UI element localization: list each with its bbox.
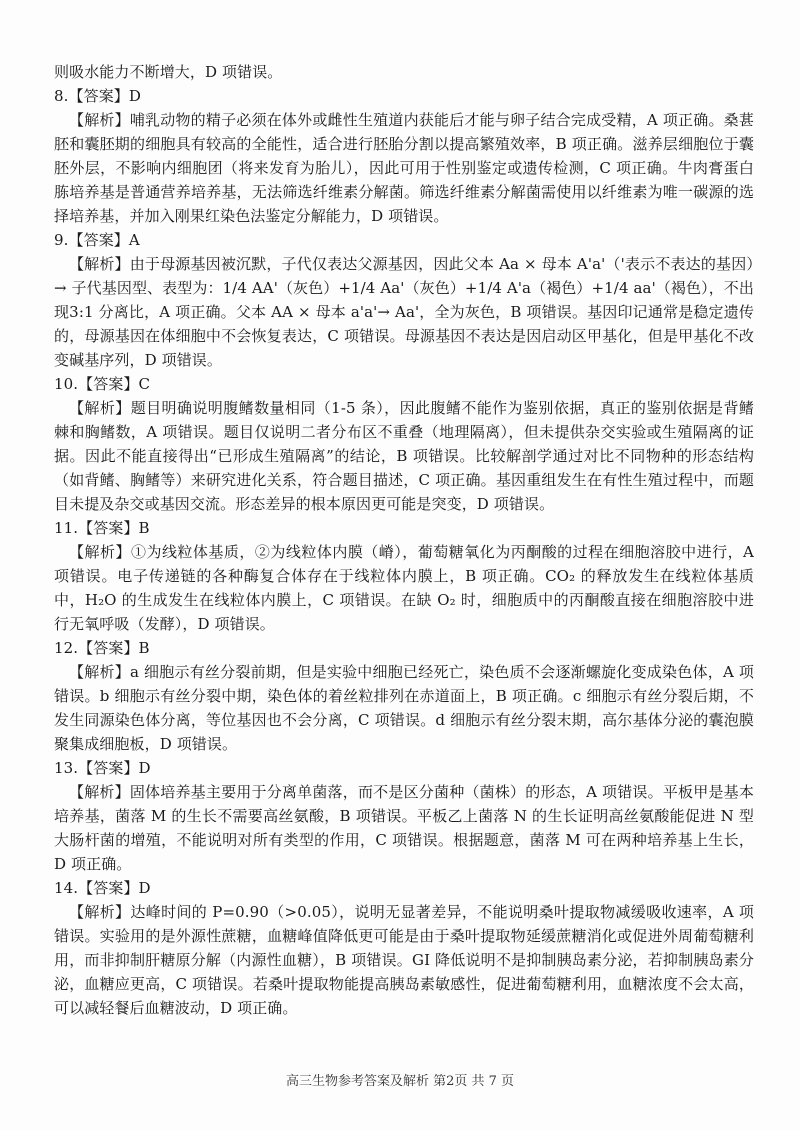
question-10	[54, 372, 754, 516]
answer-analysis: 【解析】达峰时间的 P=0.90（>0.05），说明无显著差异，不能说明桑叶提取物减缓吸收速率，A 项错误。实验用的是外源性蔗糖，血糖峰值降低更可能是由于桑叶提取物延缓蔗糖消化或促进外周葡萄糖利用，而非抑制肝糖原分解（内源性血糖），B 项错误。GI 降低说明不是抑制胰岛素分泌，若抑制胰岛素分泌，血糖应更高，C 项错误。若桑叶提取物能提高胰岛素敏感性，促进葡萄糖利用，血糖浓度不会太高，可以减轻餐后血糖波动，D 项正确。	[54, 903, 754, 1017]
question-8	[54, 84, 754, 228]
answer-heading: 11.【答案】B	[54, 519, 150, 537]
answer-analysis: 【解析】由于母源基因被沉默，子代仅表达父源基因，因此父本 Aa × 母本 A'a'（'表示不表达的基因）→ 子代基因型、表型为：1/4 AA'（灰色）+1/4 Aa'（灰色）+1/4 A'a（褐色）+1/4 aa'（褐色），不出现3:1 分离比，A 项正确。父本 AA × 母本 a'a'→ Aa'，全为灰色，B 项错误。基因印记通常是稳定遗传的，母源基因在体细胞中不会恢复表达，C 项错误。母源基因不表达是因启动区甲基化，但是甲基化不改变碱基序列，D 项错误。	[54, 255, 754, 369]
answer-analysis: 【解析】a 细胞示有丝分裂前期，但是实验中细胞已经死亡，染色质不会逐渐螺旋化变成染色体，A 项错误。b 细胞示有丝分裂中期，染色体的着丝粒排列在赤道面上，B 项正确。c 细胞示有丝分裂后期，不发生同源染色体分离，等位基因也不会分离，C 项错误。d 细胞示有丝分裂末期，高尔基体分泌的囊泡膜聚集成细胞板，D 项错误。	[54, 663, 755, 753]
answer-analysis: 【解析】固体培养基主要用于分离单菌落，而不是区分菌种（菌株）的形态，A 项错误。平板甲是基本培养基，菌落 M 的生长不需要高丝氨酸，B 项错误。平板乙上菌落 N 的生长证明高丝氨酸能促进 N 型大肠杆菌的增殖，不能说明对所有类型的作用，C 项错误。根据题意，菌落 M 可在两种培养基上生长，D 项正确。	[54, 783, 754, 873]
answer-analysis: 【解析】题目明确说明腹鳍数量相同（1-5 条），因此腹鳍不能作为鉴别依据，真正的鉴别依据是背鳍棘和胸鳍数，A 项错误。题目仅说明二者分布区不重叠（地理隔离），但未提供杂交实验或生殖隔离的证据。因此不能直接得出“已形成生殖隔离”的结论，B 项错误。比较解剖学通过对比不同物种的形态结构（如背鳍、胸鳍等）来研究进化关系，符合题目描述，C 项正确。基因重组发生在有性生殖过程中，而题目未提及杂交或基因交流。形态差异的根本原因更可能是突变，D 项错误。	[54, 399, 754, 513]
question-12	[54, 636, 754, 756]
question-11	[54, 516, 754, 636]
answer-heading: 14.【答案】D	[54, 879, 151, 897]
answer-analysis: 【解析】①为线粒体基质，②为线粒体内膜（嵴），葡萄糖氧化为丙酮酸的过程在细胞溶胶中进行，A 项错误。电子传递链的各种酶复合体存在于线粒体内膜上，B 项正确。CO₂ 的释放发生在线粒体基质中，H₂O 的生成发生在线粒体内膜上，C 项错误。在缺 O₂ 时，细胞质中的丙酮酸直接在细胞溶胶中进行无氧呼吸（发酵），D 项错误。	[54, 543, 754, 633]
answer-heading: 12.【答案】B	[54, 639, 150, 657]
question-14	[54, 876, 754, 1020]
answer-content	[54, 60, 754, 1020]
previous-answer-tail: 则吸水能力不断增大，D 项错误。	[54, 63, 283, 81]
answer-heading: 13.【答案】D	[54, 759, 151, 777]
answer-heading: 9.【答案】A	[54, 231, 140, 249]
answer-analysis: 【解析】哺乳动物的精子必须在体外或雌性生殖道内获能后才能与卵子结合完成受精，A 项正确。桑葚胚和囊胚期的细胞具有较高的全能性，适合进行胚胎分割以提高繁殖效率，B 项正确。滋养层细胞位于囊胚外层，不影响内细胞团（将来发育为胎儿），因此可用于性别鉴定或遗传检测，C 项正确。牛肉膏蛋白胨培养基是普通营养培养基，无法筛选纤维素分解菌。筛选纤维素分解菌需使用以纤维素为唯一碳源的选择培养基，并加入刚果红染色法鉴定分解能力，D 项错误。	[54, 111, 754, 225]
answer-heading: 10.【答案】C	[54, 375, 151, 393]
answer-heading: 8.【答案】D	[54, 87, 142, 105]
page-footer: 高三生物参考答案及解析 第2页 共 7 页	[285, 1074, 515, 1089]
question-9	[54, 228, 754, 372]
question-13	[54, 756, 754, 876]
